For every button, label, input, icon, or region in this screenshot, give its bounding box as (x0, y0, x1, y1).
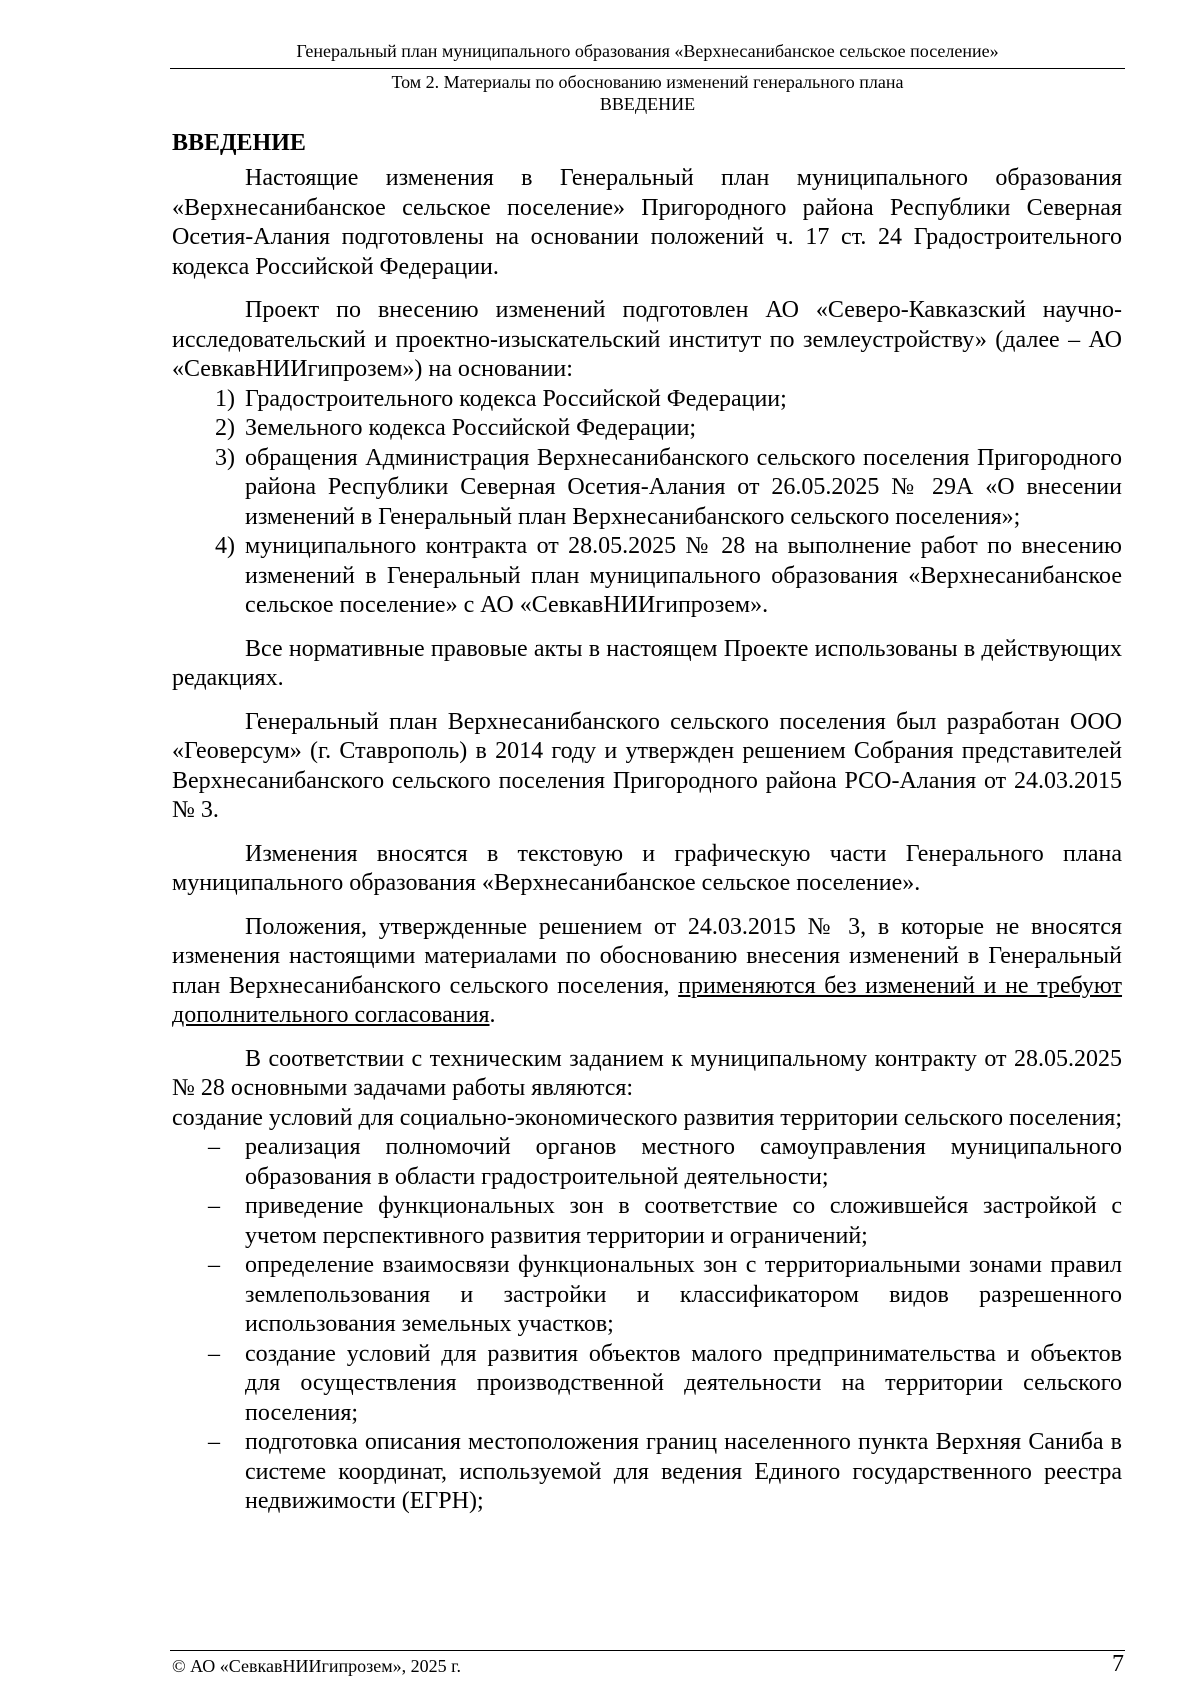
paragraph-project-author: Проект по внесению изменений подготовлен АО «Северо-Кавказский научно-исследовательский и проектно-изыскательский институт по землеустройству» (далее – АО «СевкавНИИгипрозем») на основании: (172, 297, 1122, 382)
dash-bullet: – (208, 1252, 220, 1278)
footer-divider (170, 1650, 1125, 1651)
list-item-text: муниципального контракта от 28.05.2025 № 28 на выполнение работ по внесению изменений в Генеральный план муниципального образования «Верхнесанибанское сельское поселение» с АО «СевкавНИИгипрозем». (245, 533, 1122, 618)
list-item-text: приведение функциональных зон в соответствие со сложившейся застройкой с учетом перспективного развития территории и ограничений; (245, 1193, 1122, 1249)
list-item-text: Земельного кодекса Российской Федерации; (245, 415, 697, 441)
list-item (172, 1428, 1122, 1517)
paragraph-text-end: . (489, 1002, 496, 1028)
paragraph-basis-law: Настоящие изменения в Генеральный план муниципального образования «Верхнесанибанское сельское поселение» Пригородного района Республики Северная Осетия-Алания подготовлены на основании положений ч. 17 ст. 24 Градостроительного кодекса Российской Федерации. (172, 165, 1122, 280)
underlined-text: применяются без изменений и не требуют дополнительного согласования (172, 972, 1123, 1028)
basis-list (172, 385, 1122, 621)
footer-copyright: © АО «СевкавНИИгипрозем», 2025 г. (172, 1656, 461, 1676)
page-body (172, 128, 1122, 1517)
list-item (172, 444, 1122, 533)
list-item (172, 1133, 1122, 1192)
list-item-text: Градостроительного кодекса Российской Федерации; (245, 385, 787, 412)
list-item (172, 1340, 1122, 1429)
list-item (172, 532, 1122, 621)
paragraph-legal-acts: Все нормативные правовые акты в настоящем Проекте использованы в действующих редакциях. (172, 635, 1122, 691)
section-title: ВВЕДЕНИЕ (172, 130, 306, 156)
list-number: 3) (215, 444, 235, 471)
dash-bullet: – (208, 1340, 220, 1367)
paragraph-unchanged-provisions (172, 913, 1122, 1031)
paragraph-tasks-intro: В соответствии с техническим заданием к муниципальному контракту от 28.05.2025 № 28 основными задачами работы являются: (172, 1045, 1122, 1101)
list-item (172, 1192, 1122, 1251)
list-item (172, 1251, 1122, 1340)
paragraph-text: Положения, утвержденные решением от 24.03.2015 № 3, в которые не вносятся изменения настоящими материалами по обоснованию внесения изменений в Генеральный план Верхнесанибанского сельского поселения, (172, 913, 1122, 999)
dash-bullet: – (208, 1134, 220, 1160)
list-number: 1) (215, 385, 235, 412)
page-number: 7 (1112, 1651, 1124, 1677)
header-divider (170, 68, 1125, 69)
list-number: 4) (215, 533, 235, 559)
running-header-section: ВВЕДЕНИЕ (599, 94, 696, 114)
list-item-text: определение взаимосвязи функциональных зон с территориальными зонами правил землепользования и застройки и классификатором видов разрешенного использования земельных участков; (245, 1252, 1122, 1337)
list-item (172, 385, 1122, 415)
list-number: 2) (215, 415, 235, 441)
list-item (172, 414, 1122, 444)
list-item-text: подготовка описания местоположения границ населенного пункта Верхняя Саниба в системе координат, используемой для ведения Единого государственного реестра недвижимости (ЕГРН); (245, 1429, 1122, 1514)
list-item-text: обращения Администрация Верхнесанибанского сельского поселения Пригородного района Республики Северная Осетия-Алания от 26.05.2025 № 29А «О внесении изменений в Генеральный план Верхнесанибанского сельского поселения»; (245, 444, 1122, 530)
paragraph-changes-scope: Изменения вносятся в текстовую и графическую части Генерального плана муниципального образования «Верхнесанибанское сельское поселение». (172, 840, 1122, 896)
paragraph-plan-history: Генеральный план Верхнесанибанского сельского поселения был разработан ООО «Геоверсум» (г. Ставрополь) в 2014 году и утвержден решением Собрания представителей Верхнесанибанского сельского поселения Пригородного района РСО-Алания от 24.03.2015 № 3. (172, 708, 1122, 823)
dash-bullet: – (208, 1429, 220, 1455)
list-item-text: реализация полномочий органов местного самоуправления муниципального образования в области градостроительной деятельности; (245, 1134, 1122, 1190)
running-header-volume: Том 2. Материалы по обоснованию изменений генерального плана (391, 72, 904, 92)
paragraph-main-goal: создание условий для социально-экономического развития территории сельского поселения; (172, 1104, 1123, 1131)
tasks-list (172, 1133, 1122, 1517)
running-header-title: Генеральный план муниципального образования «Верхнесанибанское сельское поселение» (296, 41, 999, 61)
dash-bullet: – (208, 1193, 220, 1219)
list-item-text: создание условий для развития объектов малого предпринимательства и объектов для осуществления производственной деятельности на территории сельского поселения; (245, 1340, 1122, 1426)
